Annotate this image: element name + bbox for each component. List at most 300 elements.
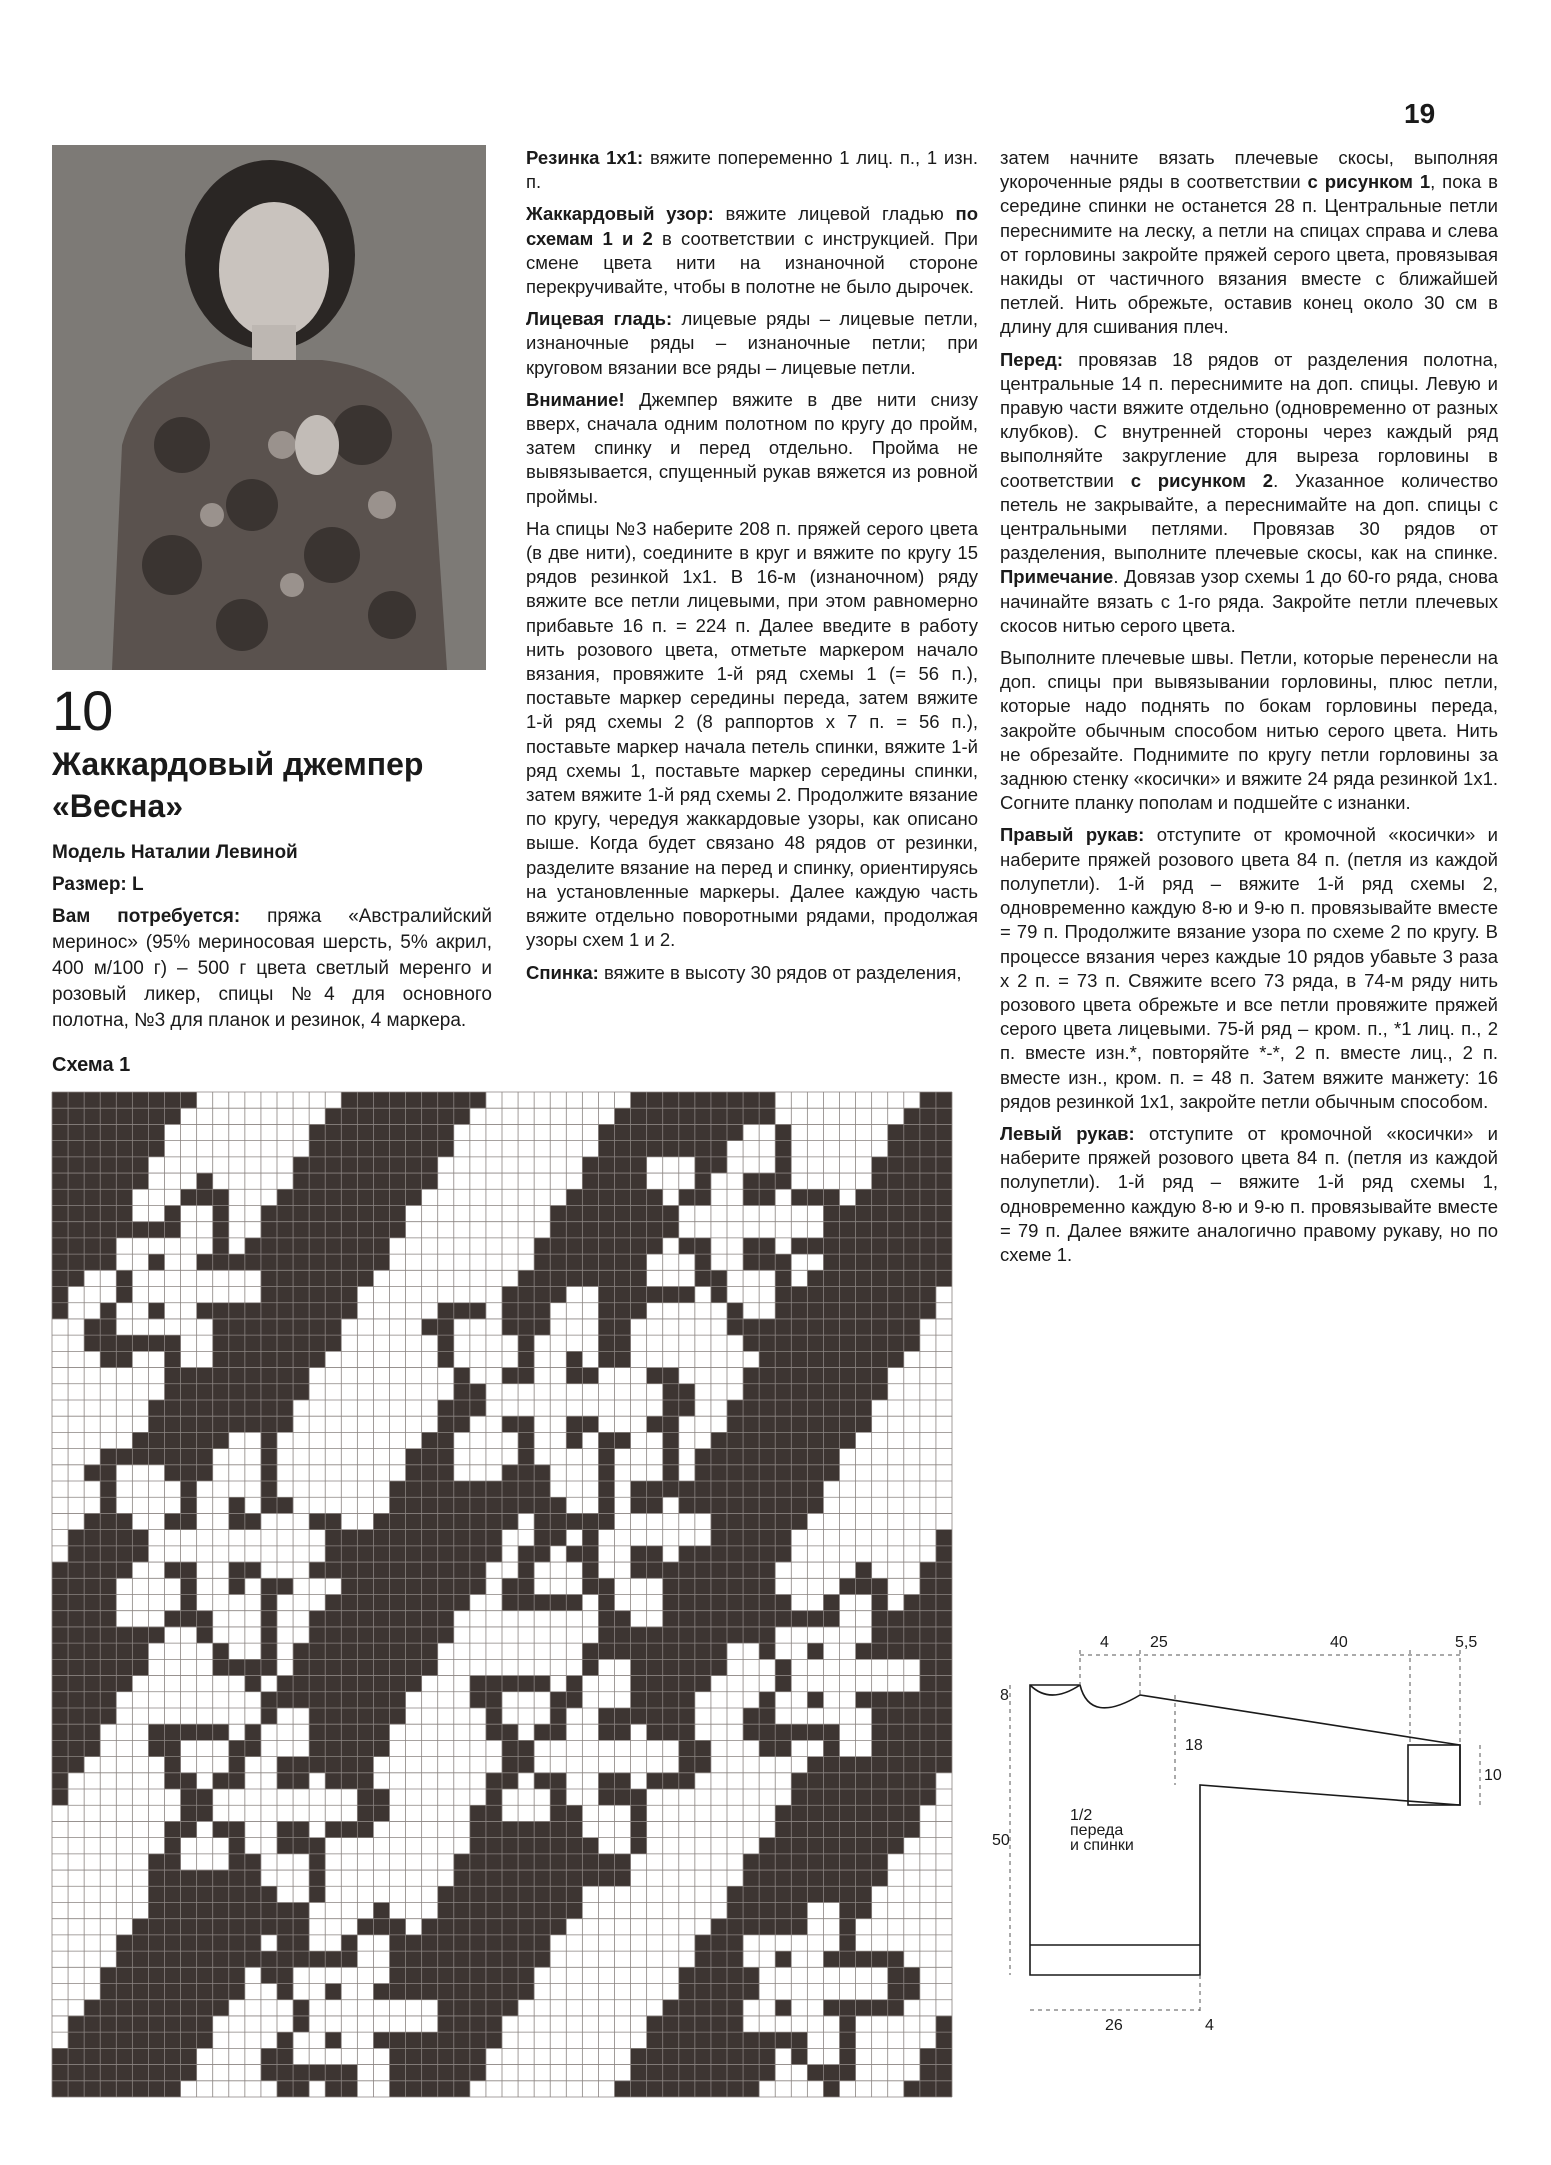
chart-cell-dark <box>711 1124 727 1140</box>
chart-cell-dark <box>727 1578 743 1594</box>
chart-cell-dark <box>68 1724 84 1740</box>
chart-cell-dark <box>695 1951 711 1967</box>
chart-cell-dark <box>277 1222 293 1238</box>
chart-cell-dark <box>406 1108 422 1124</box>
chart-cell-dark <box>148 1967 164 1983</box>
chart-cell-dark <box>888 1141 904 1157</box>
chart-cell-dark <box>582 1254 598 1270</box>
chart-cell-dark <box>486 2000 502 2016</box>
chart-cell-dark <box>631 1627 647 1643</box>
chart-cell-dark <box>197 1870 213 1886</box>
chart-cell-dark <box>807 1757 823 1773</box>
chart-cell-dark <box>888 1708 904 1724</box>
chart-cell-dark <box>406 1611 422 1627</box>
chart-cell-dark <box>245 1368 261 1384</box>
chart-cell-dark <box>373 1708 389 1724</box>
chart-cell-dark <box>100 2081 116 2097</box>
chart-cell-dark <box>743 1984 759 2000</box>
chart-cell-dark <box>84 1205 100 1221</box>
chart-cell-dark <box>341 1578 357 1594</box>
chart-cell-dark <box>598 1319 614 1335</box>
chart-cell-dark <box>615 1335 631 1351</box>
chart-cell-dark <box>406 2065 422 2081</box>
chart-cell-dark <box>261 1238 277 1254</box>
chart-cell-dark <box>872 1238 888 1254</box>
chart-cell-dark <box>663 1724 679 1740</box>
chart-cell-dark <box>936 1530 952 1546</box>
chart-cell-dark <box>566 1870 582 1886</box>
chart-cell-dark <box>615 1108 631 1124</box>
chart-cell-dark <box>775 1546 791 1562</box>
chart-cell-dark <box>197 1368 213 1384</box>
size-value: L <box>132 874 144 895</box>
chart-cell-dark <box>486 1676 502 1692</box>
chart-cell-dark <box>807 1384 823 1400</box>
chart-cell-dark <box>148 1141 164 1157</box>
model-credit: Модель Наталии Левиной <box>52 842 298 863</box>
chart-cell-dark <box>229 1319 245 1335</box>
chart-cell-dark <box>197 1935 213 1951</box>
chart-cell-dark <box>470 1902 486 1918</box>
chart-cell-dark <box>598 1708 614 1724</box>
chart-cell-dark <box>695 1935 711 1951</box>
chart-cell-dark <box>695 1497 711 1513</box>
chart-cell-dark <box>165 1449 181 1465</box>
title-line-2: «Весна» <box>52 788 183 824</box>
chart-cell-dark <box>598 1595 614 1611</box>
chart-cell-dark <box>454 1967 470 1983</box>
chart-cell-dark <box>438 1303 454 1319</box>
chart-cell-dark <box>406 1449 422 1465</box>
chart-cell-dark <box>872 1789 888 1805</box>
chart-cell-dark <box>341 1238 357 1254</box>
chart-cell-dark <box>615 1611 631 1627</box>
chart-cell-dark <box>759 1432 775 1448</box>
chart-cell-dark <box>518 1449 534 1465</box>
chart-cell-dark <box>631 1270 647 1286</box>
chart-cell-dark <box>357 1773 373 1789</box>
chart-cell-dark <box>775 1497 791 1513</box>
chart-cell-dark <box>711 2032 727 2048</box>
chart-cell-dark <box>791 1513 807 1529</box>
chart-cell-dark <box>68 1578 84 1594</box>
chart-cell-dark <box>840 1432 856 1448</box>
chart-cell-dark <box>518 1303 534 1319</box>
chart-cell-dark <box>68 1173 84 1189</box>
chart-cell-dark <box>84 1562 100 1578</box>
chart-cell-dark <box>920 2065 936 2081</box>
chart-cell-dark <box>422 1173 438 1189</box>
chart-cell-dark <box>856 1789 872 1805</box>
chart-cell-dark <box>711 1432 727 1448</box>
chart-cell-dark <box>390 1092 406 1108</box>
chart-cell-dark <box>775 1351 791 1367</box>
chart-cell-dark <box>68 1238 84 1254</box>
chart-cell-dark <box>775 1432 791 1448</box>
chart-cell-dark <box>598 1513 614 1529</box>
chart-cell-dark <box>181 2032 197 2048</box>
chart-cell-dark <box>534 1530 550 1546</box>
chart-cell-dark <box>856 1773 872 1789</box>
dim-width-26: 26 <box>1105 2017 1123 2034</box>
chart-cell-dark <box>52 1740 68 1756</box>
chart-cell-dark <box>438 2032 454 2048</box>
chart-cell-dark <box>743 1173 759 1189</box>
chart-cell-dark <box>856 1692 872 1708</box>
chart-cell-dark <box>341 1189 357 1205</box>
chart-cell-dark <box>936 1578 952 1594</box>
chart-cell-dark <box>132 1935 148 1951</box>
chart-cell-dark <box>277 2081 293 2097</box>
chart-cell-dark <box>663 1384 679 1400</box>
chart-cell-dark <box>840 1400 856 1416</box>
chart-cell-dark <box>872 1157 888 1173</box>
chart-cell-dark <box>759 1546 775 1562</box>
chart-cell-dark <box>631 2065 647 2081</box>
chart-cell-dark <box>261 1465 277 1481</box>
size-diagram <box>992 1634 1502 2035</box>
chart-cell-dark <box>598 1578 614 1594</box>
chart-cell-dark <box>309 1335 325 1351</box>
chart-cell-dark <box>534 1935 550 1951</box>
chart-cell-dark <box>920 1740 936 1756</box>
chart-cell-dark <box>679 1124 695 1140</box>
chart-cell-dark <box>823 1222 839 1238</box>
chart-cell-dark <box>309 1951 325 1967</box>
chart-cell-dark <box>904 1643 920 1659</box>
chart-cell-dark <box>775 1919 791 1935</box>
chart-cell-dark <box>598 1335 614 1351</box>
chart-cell-dark <box>904 1821 920 1837</box>
chart-cell-dark <box>759 1595 775 1611</box>
chart-cell-dark <box>422 1611 438 1627</box>
chart-cell-dark <box>791 1854 807 1870</box>
chart-cell-dark <box>502 1935 518 1951</box>
chart-cell-dark <box>823 1805 839 1821</box>
chart-cell-dark <box>197 1951 213 1967</box>
chart-cell-dark <box>68 1562 84 1578</box>
chart-cell-dark <box>791 1351 807 1367</box>
chart-cell-dark <box>341 1935 357 1951</box>
chart-cell-dark <box>759 1400 775 1416</box>
chart-cell-dark <box>197 1967 213 1983</box>
chart-cell-dark <box>647 1497 663 1513</box>
chart-cell-dark <box>390 2065 406 2081</box>
chart-cell-dark <box>823 1368 839 1384</box>
chart-cell-dark <box>888 1189 904 1205</box>
chart-cell-dark <box>631 1189 647 1205</box>
chart-cell-dark <box>856 1838 872 1854</box>
chart-cell-dark <box>165 1757 181 1773</box>
chart-cell-dark <box>711 1449 727 1465</box>
chart-cell-dark <box>888 1789 904 1805</box>
chart-cell-dark <box>116 1092 132 1108</box>
chart-cell-dark <box>438 1530 454 1546</box>
chart-cell-dark <box>261 1951 277 1967</box>
chart-cell-dark <box>406 1676 422 1692</box>
chart-cell-dark <box>823 1465 839 1481</box>
chart-cell-dark <box>357 1676 373 1692</box>
chart-cell-dark <box>936 1692 952 1708</box>
chart-cell-dark <box>52 2048 68 2064</box>
chart-cell-dark <box>711 1919 727 1935</box>
chart-cell-dark <box>759 1319 775 1335</box>
chart-cell-dark <box>727 1092 743 1108</box>
chart-cell-dark <box>807 1449 823 1465</box>
chart-cell-dark <box>68 1530 84 1546</box>
chart-cell-dark <box>807 1497 823 1513</box>
chart-cell-dark <box>582 1368 598 1384</box>
chart-cell-dark <box>100 1351 116 1367</box>
chart-cell-dark <box>743 1368 759 1384</box>
chart-cell-dark <box>695 1578 711 1594</box>
chart-cell-dark <box>229 1757 245 1773</box>
chart-cell-dark <box>840 1773 856 1789</box>
chart-cell-dark <box>840 1303 856 1319</box>
chart-cell-dark <box>856 1270 872 1286</box>
chart-cell-dark <box>438 1935 454 1951</box>
chart-cell-dark <box>759 1465 775 1481</box>
chart-cell-dark <box>293 1270 309 1286</box>
chart-cell-dark <box>116 1222 132 1238</box>
chart-cell-dark <box>502 1838 518 1854</box>
chart-cell-dark <box>406 1967 422 1983</box>
chart-cell-dark <box>84 2048 100 2064</box>
chart-cell-dark <box>470 2065 486 2081</box>
chart-cell-dark <box>582 1270 598 1286</box>
chart-cell-dark <box>711 1935 727 1951</box>
chart-cell-dark <box>100 1222 116 1238</box>
chart-cell-dark <box>598 1627 614 1643</box>
chart-cell-dark <box>550 1838 566 1854</box>
chart-cell-dark <box>341 1692 357 1708</box>
chart-cell-dark <box>759 1335 775 1351</box>
chart-cell-dark <box>663 1205 679 1221</box>
chart-cell-dark <box>936 2048 952 2064</box>
chart-cell-dark <box>775 1724 791 1740</box>
chart-cell-dark <box>888 1124 904 1140</box>
chart-cell-dark <box>148 1935 164 1951</box>
chart-cell-dark <box>743 1108 759 1124</box>
chart-cell-dark <box>390 1708 406 1724</box>
chart-cell-dark <box>904 1157 920 1173</box>
chart-cell-dark <box>213 2000 229 2016</box>
article-title <box>52 743 512 827</box>
chart-cell-dark <box>422 1530 438 1546</box>
chart-cell-dark <box>598 1611 614 1627</box>
chart-cell-dark <box>775 1886 791 1902</box>
page-number: 19 <box>1404 98 1436 129</box>
chart-cell-dark <box>438 1432 454 1448</box>
chart-cell-dark <box>52 1692 68 1708</box>
chart-cell-dark <box>566 1189 582 1205</box>
chart-cell-dark <box>663 1643 679 1659</box>
chart-cell-dark <box>309 1838 325 1854</box>
chart-cell-dark <box>100 1497 116 1513</box>
chart-cell-dark <box>856 1951 872 1967</box>
chart-cell-dark <box>647 1692 663 1708</box>
chart-cell-dark <box>679 1287 695 1303</box>
chart-cell-dark <box>872 1173 888 1189</box>
chart-cell-dark <box>84 1189 100 1205</box>
chart-cell-dark <box>341 1287 357 1303</box>
chart-cell-dark <box>454 1400 470 1416</box>
chart-cell-dark <box>550 1205 566 1221</box>
chart-cell-dark <box>888 1205 904 1221</box>
chart-cell-dark <box>454 1854 470 1870</box>
chart-cell-dark <box>888 1643 904 1659</box>
chart-cell-dark <box>840 1270 856 1286</box>
chart-cell-dark <box>486 1789 502 1805</box>
chart-cell-dark <box>116 1351 132 1367</box>
chart-cell-dark <box>872 1740 888 1756</box>
jacquard-chart <box>52 1092 952 2097</box>
chart-cell-dark <box>502 1886 518 1902</box>
chart-cell-dark <box>357 1659 373 1675</box>
chart-cell-dark <box>148 1108 164 1124</box>
chart-cell-dark <box>518 1351 534 1367</box>
chart-cell-dark <box>743 1481 759 1497</box>
chart-cell-dark <box>840 1238 856 1254</box>
chart-cell-dark <box>197 1886 213 1902</box>
chart-cell-dark <box>438 1108 454 1124</box>
chart-cell-dark <box>823 1595 839 1611</box>
chart-cell-dark <box>309 1513 325 1529</box>
chart-cell-dark <box>261 1643 277 1659</box>
chart-cell-dark <box>148 1902 164 1918</box>
chart-cell-dark <box>807 1335 823 1351</box>
chart-cell-dark <box>373 1189 389 1205</box>
chart-cell-dark <box>373 1919 389 1935</box>
chart-cell-dark <box>663 1627 679 1643</box>
chart-cell-dark <box>325 1189 341 1205</box>
chart-cell-dark <box>357 1578 373 1594</box>
chart-cell-dark <box>888 1351 904 1367</box>
chart-cell-dark <box>373 1659 389 1675</box>
chart-cell-dark <box>936 1740 952 1756</box>
chart-cell-dark <box>84 1108 100 1124</box>
chart-cell-dark <box>791 1189 807 1205</box>
chart-cell-dark <box>775 1368 791 1384</box>
chart-cell-dark <box>277 1757 293 1773</box>
chart-cell-dark <box>309 1157 325 1173</box>
chart-cell-dark <box>470 1303 486 1319</box>
chart-cell-dark <box>711 2048 727 2064</box>
chart-cell-dark <box>325 1595 341 1611</box>
chart-cell-dark <box>132 2000 148 2016</box>
chart-cell-dark <box>518 1578 534 1594</box>
chart-cell-dark <box>502 1951 518 1967</box>
chart-cell-dark <box>406 1595 422 1611</box>
chart-cell-dark <box>325 1821 341 1837</box>
chart-cell-dark <box>502 1740 518 1756</box>
chart-cell-dark <box>823 2081 839 2097</box>
chart-cell-dark <box>791 1497 807 1513</box>
chart-cell-dark <box>679 1611 695 1627</box>
chart-cell-dark <box>406 1546 422 1562</box>
chart-cell-dark <box>373 1157 389 1173</box>
chart-cell-dark <box>518 1465 534 1481</box>
chart-cell-dark <box>165 1384 181 1400</box>
chart-cell-dark <box>486 1838 502 1854</box>
chart-cell-dark <box>341 1124 357 1140</box>
chart-cell-dark <box>727 1108 743 1124</box>
chart-cell-dark <box>470 1870 486 1886</box>
chart-cell-dark <box>486 1902 502 1918</box>
chart-cell-dark <box>100 1319 116 1335</box>
chart-cell-dark <box>663 1773 679 1789</box>
chart-cell-dark <box>100 1611 116 1627</box>
chart-cell-dark <box>390 1611 406 1627</box>
chart-cell-dark <box>486 1724 502 1740</box>
chart-cell-dark <box>100 1157 116 1173</box>
chart-cell-dark <box>293 1189 309 1205</box>
right-column <box>1000 146 1498 1275</box>
chart-cell-dark <box>406 1497 422 1513</box>
chart-cell-dark <box>454 1562 470 1578</box>
chart-cell-dark <box>775 1530 791 1546</box>
chart-cell-dark <box>261 1270 277 1286</box>
chart-cell-dark <box>325 1692 341 1708</box>
chart-cell-dark <box>840 1578 856 1594</box>
chart-cell-dark <box>502 1724 518 1740</box>
chart-cell-dark <box>791 1902 807 1918</box>
chart-cell-dark <box>438 2000 454 2016</box>
chart-cell-dark <box>470 1886 486 1902</box>
chart-cell-dark <box>904 1173 920 1189</box>
chart-cell-dark <box>615 1222 631 1238</box>
chart-cell-dark <box>277 1254 293 1270</box>
chart-cell-dark <box>615 1303 631 1319</box>
chart-cell-dark <box>341 1773 357 1789</box>
chart-cell-dark <box>888 1287 904 1303</box>
chart-cell-dark <box>165 1870 181 1886</box>
chart-cell-dark <box>550 1919 566 1935</box>
chart-cell-dark <box>309 1562 325 1578</box>
chart-cell-dark <box>502 1919 518 1935</box>
chart-cell-dark <box>100 1578 116 1594</box>
chart-cell-dark <box>341 1530 357 1546</box>
chart-cell-dark <box>165 1838 181 1854</box>
chart-cell-dark <box>277 1497 293 1513</box>
chart-cell-dark <box>470 1562 486 1578</box>
chart-cell-dark <box>904 1740 920 1756</box>
chart-cell-dark <box>920 1173 936 1189</box>
chart-cell-dark <box>534 1902 550 1918</box>
chart-cell-dark <box>904 1708 920 1724</box>
chart-cell-dark <box>663 1708 679 1724</box>
chart-cell-dark <box>52 1643 68 1659</box>
chart-cell-dark <box>229 1254 245 1270</box>
chart-cell-dark <box>631 1481 647 1497</box>
chart-cell-dark <box>727 2032 743 2048</box>
chart-cell-dark <box>197 1254 213 1270</box>
chart-cell-dark <box>454 1092 470 1108</box>
chart-cell-dark <box>727 2000 743 2016</box>
chart-cell-dark <box>406 1643 422 1659</box>
chart-cell-dark <box>229 1870 245 1886</box>
info-block <box>52 840 492 1040</box>
chart-cell-dark <box>245 1919 261 1935</box>
chart-cell-dark <box>936 1222 952 1238</box>
chart-cell-dark <box>775 1821 791 1837</box>
chart-cell-dark <box>807 1805 823 1821</box>
chart-cell-dark <box>68 2048 84 2064</box>
chart-cell-dark <box>390 1513 406 1529</box>
chart-cell-dark <box>132 1157 148 1173</box>
chart-cell-dark <box>872 1951 888 1967</box>
chart-cell-dark <box>711 1659 727 1675</box>
